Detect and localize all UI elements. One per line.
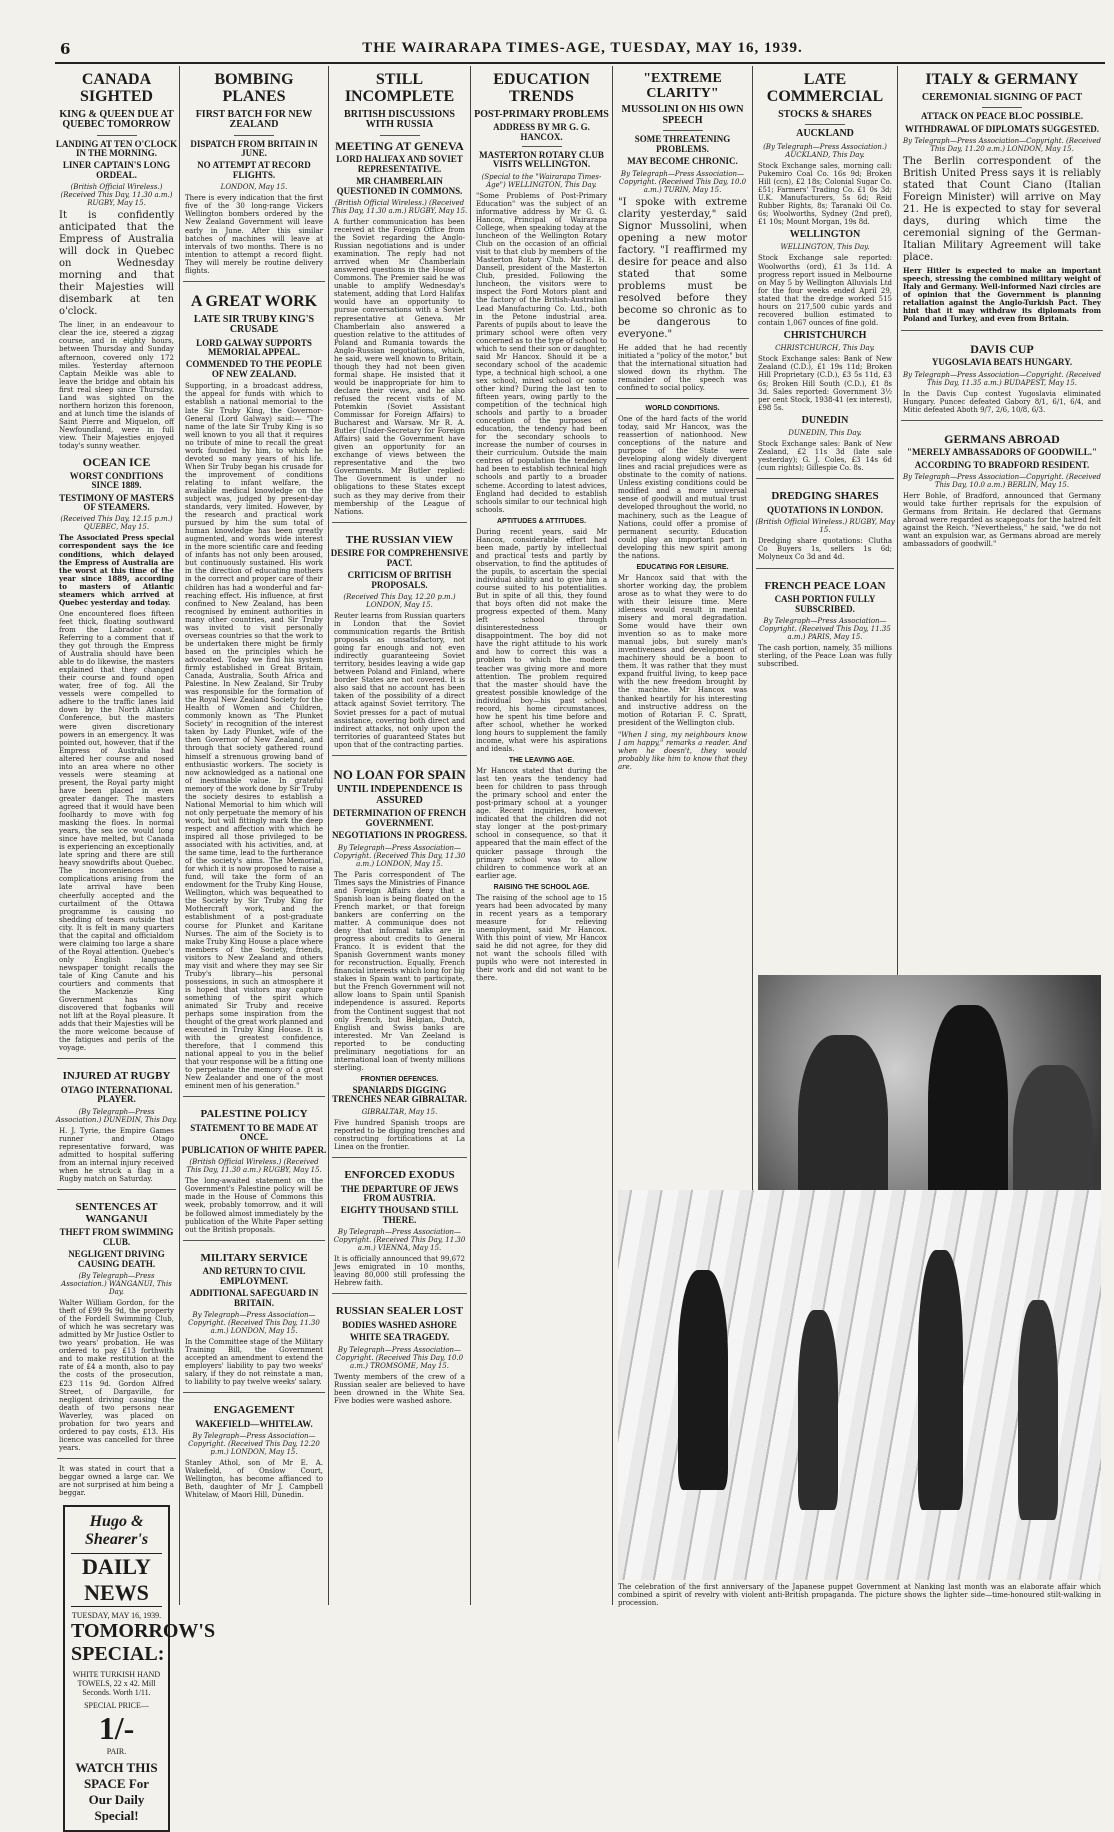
sub-italy-2: WITHDRAWAL OF DIPLOMATS SUGGESTED.: [904, 123, 1100, 134]
headline-dredging: DREDGING SHARES: [771, 490, 879, 503]
body-engagement: Stanley Athol, son of Mr E. A. Wakefield, of Onslow Court, Wellington, has become affianced to Beth, daughter of Mr J. Campbell Whitelaw, of Maori Hill, Dunedin.: [185, 1459, 323, 1500]
subhead-aptitudes: APTITUDES & ATTITUDES.: [496, 517, 587, 525]
body-italy: Herr Hitler is expected to make an important speech, stressing the combined military weight of Italy and Germany. Well-informed Nazi circles are of opinion that the Government is planning retaliation against the Anglo-Turkish Pact. They hint that it may withdraw its diplomats from Poland and Turkey, and even from Britain.: [903, 266, 1101, 324]
divider: [57, 1189, 176, 1190]
headline-education: EDUCATION TRENDS: [493, 71, 590, 105]
body-sentences: Walter William Gordon, for the theft of £99 9s 9d, the property of the Fordell Swimming Club, of which he was secretary was admitted by Mr Justice Ostler to two years' probation. He was ordered to pay £13 forthwith and to make restitution at the rate of £4 a month, also to pay the costs of the prosecution, £23 11s 9d. Gordon Alfred Street, of Dargaville, for negligent driving causing the death of two persons near Waverley, was placed on probation for two years and ordered to pay costs, £13. His licence was cancelled for three years.: [59, 1299, 174, 1452]
column-rule: [470, 66, 471, 1605]
body-bombing: There is every indication that the first five of the 30 long-range Vickers Wellington bombers ordered by the New Zealand Government will leave early in June. After this similar batches of machines will leave at intervals of two months. There is no intention to attempt a record flight. They will merely be routine delivery flights.: [185, 194, 323, 275]
body-dredging: Dredging share quotations: Clutha Co Buyers 1s, sellers 1s 6d; Molyneux Co 3d and 4d.: [758, 537, 892, 562]
body-davis-cup: In the Davis Cup contest Yugoslavia eliminated Hungary. Puncec defeated Gabory 8/1, 6/1, 6/4, and Mitic defeated Aboth 9/7, 2/6, 10/8, 6/3.: [903, 389, 1101, 414]
deck-education: POST-PRIMARY PROBLEMS: [474, 108, 609, 120]
divider: [805, 124, 845, 125]
divider: [183, 1096, 325, 1097]
body-exodus: It is officially announced that 99,672 Jews emigrated in 10 months, leaving 80,000 still professing the Hebrew faith.: [334, 1255, 465, 1288]
credit-germans-abroad: By Telegraph—Press Association—Copyright. (Received This Day, 10.0 a.m.) BERLIN, May 15.: [903, 473, 1101, 490]
sub-geneva: MEETING AT GENEVA: [335, 138, 464, 153]
credit-davis-cup: By Telegraph—Press Association—Copyright. (Received This Day, 11.35 a.m.) BUDAPEST, May 15.: [903, 370, 1101, 387]
advertisement-daily-news: [63, 1505, 216, 1832]
body-christchurch: Stock Exchange sales: Bank of New Zealand (C.D.), £1 19s 11d; Broken Hill Proprietary (C.D.), £3 5s 11d, £3 6s; Broken Hill South (C.D.), £1 8s 3d. Sales reported: Government 3½ per cent Stock, 1938-41 (ex interest), £98 5s.: [758, 355, 892, 412]
headline-canada: CANADA SIGHTED: [80, 71, 153, 105]
divider: [901, 330, 1103, 331]
sub-sentences-1: THEFT FROM SWIMMING CLUB.: [59, 1227, 174, 1247]
body-education: "Some Problems of Post-Primary Education" was the subject of an informative address by Mr G. G. Hancox, Principal of Wairarapa College, when speaking today at the luncheon of the Wellington Rotary Club on the occasion of an official visit to that club by members of the Masterton Rotary Club. Mr E. H. Dansell, president of the Masterton Club, presided. Following the luncheon, the visitors were to inspect the Ford Motors plant and the factory of the British-Australian Lead Manufacturing Co. Ltd., both in the Petone industrial area. Parents of pupils about to leave the primary school were often very concerned as to the type of school to which to send their son or daughter, said Mr Hancox. Should it be a secondary school of the academic type, a technical high school, a one sex school, mixed school or some other kind? During the last ten to fifteen years, owing partly to the competition of the technical high schools and partly to a broader conception of the purposes of education, the tendency had been for the secondary schools to increase the number of courses in their curriculum. Outside the main centres of population the tendency had been to establish technical high schools and partly to a broader scheme. According to latest advices, England had decided to establish schools similar to our technical high schools.: [476, 191, 607, 514]
body-leaving-age: Mr Hancox stated that during the last ten years the tendency had been for children to pass through the primary school and enter the post-primary school at a younger age. Recent inquiries, however, indicated that the children did not stay longer at the post-primary school in consequence, so that it appeared that the main effect of the quicker passage through the primary school was to allow children to commence work at an earlier age.: [476, 767, 607, 880]
lead-ice: The Associated Press special correspondent says the ice conditions, which delayed the Empress of Australia are the worst at this time of the year since 1889, according to masters of Atlantic steamers which arrived at Quebec yesterday and today.: [59, 533, 174, 607]
deck-spain: UNTIL INDEPENDENCE IS ASSURED: [336, 784, 463, 806]
credit-christchurch: CHRISTCHURCH, This Day.: [775, 344, 875, 353]
credit-geneva: (British Official Wireless.) (Received This Day, 11.30 a.m.) RUGBY, May 15.: [331, 198, 468, 215]
body-great-work: Supporting, in a broadcast address, the appeal for funds with which to establish a national memorial to the late Sir Truby King, the Governor-General (Lord Galway) said:— "The name of the late Sir Truby King is so well known to you all that it requires no tribute of mine to recall the great work founded by him, to which he devoted so many years of his life. When Sir Truby began his crusade for the improvement of conditions relating to infant welfare, the available medical knowledge on the subject was, judged by present-day standards, very limited. However, by the research and practical work pursued by him the sum total of human knowledge has been greatly augmented, and words wide interest in the more scientific care and feeding of infants has not only been aroused, but continuously sustained. His work in the direction of educating mothers in the correct and proper care of their children has had a wonderful and far-reaching effect. His influence, at first confined to New Zealand, has been recognised by eminent authorities in many other countries, and Sir Truby was invited to visit personally overseas countries so that the work to be undertaken there might be firmly based on the principles which he advocated. Today we find his system firmly established in Great Britain, Canada, Australia, South Africa and Palestine. In New Zealand, Sir Truby was responsible for the formation of the Royal New Zealand Society for the Health of Women and Children, commonly known as 'The Plunket Society' in recognition of the interest taken by Lady Plunket, wife of the then Governor of New Zealand, and through that society gathered round himself a strenuous growing band of enthusiastic workers. The society is now acknowledged as a national one of inestimable value. In grateful memory of the work done by Sir Truby the society desires to establish a National Memorial to him which will not only perpetuate the memory of his work, but will fittingly mark the deep respect and affection with which he inspired all those privileged to be associated with his activities, and, at the same time, lead to the furtherance of the society's aims. The Memorial, for which it is now proposed to raise a fund, will take the form of an endowment for the Truby King House, Wellington, which was bequeathed to the Society by Sir Truby King for Mothercraft work, and the establishment of a post-graduate course for Plunket and Karitane Nurses. The aim of the Society is to make Truby King House a place where members of the Society, friends, visitors to New Zealand and others may visit and where they may see Sir Truby's library—his personal possessions, in such an atmosphere it is hoped that visitors may capture something of the spirit which animated Sir Truby and receive perhaps some inspiration from the thought of the great work planned and executed in Truby King House. It is with the greatest confidence, therefore, that I commend this national appeal to you in the belief that your response will be a fitting one to perpetuate the memory of a great New Zealander and one of the most eminent men of his generation.": [185, 382, 323, 1091]
divider: [380, 135, 420, 136]
ad-title: DAILY NEWS: [71, 1553, 162, 1607]
divider: [332, 522, 467, 523]
divider: [616, 398, 749, 399]
body-rugby: H. J. Tyrie, the Empire Games runner and Otago representative forward, was admitted to hospital suffering from an internal injury received when he struck a flag in a Rugby match on Saturday.: [59, 1126, 174, 1184]
sub-bombing-2: NO ATTEMPT AT RECORD FLIGHTS.: [197, 160, 311, 180]
body-frontier: Five hundred Spanish troops are reported to be digging trenches and constructing fortifications at La Linea on the frontier.: [334, 1118, 465, 1151]
body-military: In the Committee stage of the Military Training Bill, the Government accepted an amendment to extend the employers' liability to pay two weeks' salary, if they do not reinstate a man, to liability to pay twelve weeks' salary.: [185, 1337, 323, 1387]
divider: [663, 130, 703, 131]
sub-sealer-1: BODIES WASHED ASHORE: [342, 1319, 457, 1330]
divider: [183, 1392, 325, 1393]
sub-spain-2: NEGOTIATIONS IN PROGRESS.: [331, 830, 468, 841]
body-wellington: Stock Exchange sale reported: Woolworths (ord), £1 3s 11d. A progress report issued in Melbourne on May 5 by Wellington Alluvials Ltd for the four weeks ended April 29, stated that the dredge worked 515 hours on 217,500 cubic yards and recovered bullion estimated to contain 1,067 ounces of fine gold.: [758, 254, 892, 327]
subhead-raising-age: RAISING THE SCHOOL AGE.: [493, 883, 590, 891]
top-rule: [55, 62, 1105, 64]
lead-canada: It is confidently anticipated that the Empress of Australia will dock in Quebec on Wednesday morning and that their Majesties will disembark at ten o'clock.: [59, 210, 174, 318]
body-russian: Reuter learns from Russian quarters in London that the Soviet communication regards the British proposals as unsatisfactory, not going far enough and not even indirectly guaranteeing Soviet territory, besides leaving a wide gap between Poland and Finland, where border States are not covered. It is also said that no account has been taken of the possibility of a direct attack against Soviet territory. The Soviet presses for a pact of mutual assistance, covering both direct and indirect attacks, not only upon the territories of guaranteed States but upon that of the contracting parties.: [334, 611, 465, 749]
head-wellington: WELLINGTON: [789, 228, 861, 240]
subhead-world: WORLD CONDITIONS.: [645, 404, 720, 412]
ad-tomorrow: TOMORROW'S SPECIAL:: [71, 1620, 216, 1666]
sub-germans-abroad: ACCORDING TO BRADFORD RESIDENT.: [914, 459, 1090, 470]
headline-russian-view: THE RUSSIAN VIEW: [345, 533, 454, 546]
subhead-leaving-age: THE LEAVING AGE.: [508, 757, 575, 765]
divider: [97, 135, 137, 136]
headline-exodus: ENFORCED EXODUS: [344, 1168, 455, 1181]
body-geneva: A further communication has been received at the Foreign Office from the Soviet regarding the Anglo-Russian negotiations and is under examination. The reply had not arrived when Mr Chamberlain answered questions in the House of Commons. The Premier said he was unable to amplify Wednesday's statement, adding that Lord Halifax would have an opportunity to pursue conversations with a Soviet representative at Geneva. Mr Chamberlain also answered a question relative to the attitudes of Poland and Rumania towards the Anglo-Russian negotiations, which, he said, were well known to Britain, though they had not been given formal shape. He insisted that it would be inappropriate for him to declare their views, and he also refused the recent visits of M. Potemkin (Soviet Assistant Commissar for Foreign Affairs) to Bucharest and Warsaw. Mr R. A. Butler (Under-Secretary for Foreign Affairs) said the Government have given an opportunity for an exchange of views between the representative and the two Governments. Mr Butler replied: The Government is under no obligations to these States except such as they may derive from their membership of the League of Nations.: [334, 217, 465, 516]
lead-clarity: "I spoke with extreme clarity yesterday," said Signor Mussolini, when opening a new motor factory. "I reaffirmed my desire for peace and also stated that some problems must be resolved before they become so chronic as to be dangerous to everyone.": [618, 196, 747, 340]
headline-still-incomplete: STILL INCOMPLETE: [344, 71, 455, 105]
credit-spain: By Telegraph—Press Association—Copyright. (Received This Day, 11.30 a.m.) LONDON, May 15.: [333, 843, 466, 868]
page-number: 6: [60, 40, 71, 58]
sub-russian-2: CRITICISM OF BRITISH PROPOSALS.: [347, 570, 452, 590]
body-beggar: It was stated in court that a beggar owned a large car. We are not surprised at him being a beggar.: [59, 1464, 174, 1498]
divider: [901, 420, 1103, 421]
sub-military-2: ADDITIONAL SAFEGUARD IN BRITAIN.: [189, 1288, 319, 1308]
column-7: [899, 66, 1105, 975]
column-6: [754, 66, 896, 975]
divider: [183, 1240, 325, 1241]
body-dunedin: Stock Exchange sales: Bank of New Zealand, £2 11s 3d (late sale yesterday); G. J. Coles, £3 14s 6d (cum rights); Gillespie Co. 8s.: [758, 440, 892, 473]
body-auckland: Stock Exchange sales, morning call: Pukemiro Coal Co. 16s 9d; Broken Hill (ccn), £2 18s; Colonial Sugar Co. £51; Farmers' Trading Co. £1 0s 3d; U.K. Manufacturers, 5s 6d; Reid Rubber Rights, 8s; Taranaki Oil Co. 6s; Woolworths, Sydney (2nd pref), £1 10s; Mount Morgan, 19s 8d.: [758, 161, 892, 226]
headline-palestine: PALESTINE POLICY: [200, 1108, 308, 1121]
deck-great-work: LATE SIR TRUBY KING'S CRUSADE: [193, 313, 315, 336]
sub-clarity-2: MAY BECOME CHRONIC.: [627, 156, 738, 167]
sub-sealer-2: WHITE SEA TRAGEDY.: [349, 1332, 450, 1343]
lead-italy: The Berlin correspondent of the British United Press says it is reliably stated that Count Ciano (Italian Foreign Minister) will arrive on May 21. He is expected to stay for several days, during which time the ceremonial signing of the German-Italian Military Agreement will take place.: [903, 156, 1101, 264]
body-sealer: Twenty members of the crew of a Russian sealer are believed to have been drowned in the White Sea. Five bodies were washed ashore.: [334, 1372, 465, 1405]
headline-germans-abroad: GERMANS ABROAD: [944, 431, 1060, 446]
ad-date: TUESDAY, MAY 16, 1939.: [71, 1611, 162, 1621]
credit-frontier: GIBRALTAR, May 15.: [361, 1107, 438, 1116]
headline-frontier: FRONTIER DEFENCES.: [360, 1075, 439, 1083]
head-dunedin: DUNEDIN: [801, 414, 849, 426]
subhead-leisure: EDUCATING FOR LEISURE.: [636, 563, 729, 571]
sub-ice-1: WORST CONDITIONS SINCE 1889.: [69, 470, 164, 491]
column-1: [55, 66, 216, 1824]
body-palestine: The long-awaited statement on the Government's Palestine policy will be made in the House of Commons this week, probably tomorrow, and it will be followed almost immediately by the publication of the White Paper setting out the British proposals.: [185, 1177, 323, 1234]
body-ice: One encountered floes fifteen feet thick, floating southward from the Labrador coast. Referring to a comment that if they got through the Empress of Australia should have been able to do likewise, the masters explained that they changed their course and found open water, free of fog. All the vessels were compelled to adhere to the traffic lanes laid down by the North Atlantic Conference, but the masters were given discretionary powers in an emergency. It was pointed out, however, that if the Empress of Australia had altered her course and nosed into an area where no other vessels were steaming at present, the Royal party might have been placed in even greater danger. The masters agreed that it would have been foolhardy to move with fog masking the floes. In normal years, the sea ice would long since have melted, but Canada is experiencing an exceptionally late spring and there are still heavy snowdrifts about Quebec. The inconveniences and complications arising from the late arrival have been cheerfully accepted and the curtailment of the Ottawa programme is causing no shedding of tears outside that city. It is felt in many quarters that the capital and officialdom were claiming too large a share of the Royal attention. Quebec's only English language newspaper tonight recalls the tale of King Canute and his courtiers and comments that the Mackenzie King Government has now discovered that fogbanks will not lift at the Royal pleasure. It adds that their Majesties will be the more welcome because of the fatigues and perils of the voyage.: [59, 609, 174, 1053]
credit-ice: (Received This Day, 12.15 p.m.) QUEBEC, May 15.: [60, 515, 173, 532]
deck-canada: KING & QUEEN DUE AT QUEBEC TOMORROW: [59, 108, 174, 131]
headline-spain: NO LOAN FOR SPAIN: [333, 766, 466, 782]
headline-clarity: "EXTREME CLARITY": [643, 71, 722, 101]
divider: [522, 146, 562, 147]
ad-brand: Hugo & Shearer's: [84, 1513, 149, 1549]
ad-unit: PAIR.: [106, 1747, 127, 1757]
sub-education: MASTERTON ROTARY CLUB VISITS WELLINGTON.: [479, 149, 604, 170]
body-canada: The liner, in an endeavour to clear the ice, steered a zigzag course, and in eighty hours, between Thursday and Sunday afternoon, covered only 172 miles. Yesterday afternoon Captain Meikle was able to leave the bridge and obtain his first real sleep since Thursday. Land was sighted on the northern horizon this forenoon, and at lunch time the islands of Saint Pierre and Miquelon, off Newfoundland, were in full view. Their Majesties enjoyed today's sunny weather.: [59, 321, 174, 451]
sub-chamberlain: MR CHAMBERLAIN QUESTIONED IN COMMONS.: [336, 176, 463, 196]
ad-item: WHITE TURKISH HAND TOWELS, 22 x 42. Mill Seconds. Worth 1/11.: [72, 1670, 161, 1698]
body-quote: "When I sing, my neighbours know I am happy," remarks a reader. And when he doesn't, they would probably like him to know that they are.: [618, 730, 747, 771]
ad-price: 1/-: [98, 1710, 135, 1747]
ad-special-label: SPECIAL PRICE—: [84, 1701, 149, 1711]
sub-ice-2: TESTIMONY OF MASTERS OF STEAMERS.: [59, 492, 174, 512]
divider: [756, 568, 894, 569]
credit-peace-loan: By Telegraph—Press Association—Copyright. (Received This Day, 11.35 a.m.) PARIS, May 15.: [759, 616, 891, 641]
column-4: [472, 66, 611, 1605]
headline-commercial: LATE COMMERCIAL: [766, 71, 884, 105]
sub-clarity-1: SOME THREATENING PROBLEMS.: [634, 134, 731, 154]
headline-rugby: INJURED AT RUGBY: [62, 1070, 171, 1083]
credit-auckland: (By Telegraph—Press Association.) AUCKLAND, This Day.: [763, 142, 887, 159]
sub-dredging: QUOTATIONS IN LONDON.: [767, 504, 883, 515]
sub-exodus-2: EIGHTY THOUSAND STILL THERE.: [340, 1205, 459, 1225]
sub-spain-1: DETERMINATION OF FRENCH GOVERNMENT.: [332, 808, 466, 828]
photo-block-2: [614, 1190, 1105, 1607]
sub-russian-1: DESIRE FOR COMPREHENSIVE PACT.: [330, 548, 469, 568]
headline-great-work: A GREAT WORK: [190, 292, 318, 310]
headline-peace-loan: FRENCH PEACE LOAN: [764, 579, 886, 592]
ad-footer: WATCH THIS SPACE For Our Daily Special!: [75, 1760, 158, 1824]
credit-exodus: By Telegraph—Press Association—Copyright. (Received This Day, 11.30 a.m.) VIENNA, May 15.: [333, 1228, 466, 1253]
sub-great-work-2: COMMENDED TO THE PEOPLE OF NEW ZEALAND.: [185, 359, 323, 379]
credit-military: By Telegraph—Press Association—Copyright. (Received This Day, 11.30 a.m.) LONDON, May 15.: [188, 1310, 320, 1335]
divider: [57, 1058, 176, 1059]
sub-canada-2: LINER CAPTAIN'S LONG ORDEAL.: [62, 160, 171, 180]
credit-sealer: By Telegraph—Press Association—Copyright. (Received This Day, 10.0 a.m.) TROMSOME, May 15.: [335, 1345, 464, 1370]
column-rule: [328, 66, 329, 1605]
sub-sentences-2: NEGLIGENT DRIVING CAUSING DEATH.: [68, 1249, 165, 1269]
sub-palestine-1: STATEMENT TO BE MADE AT ONCE.: [190, 1123, 318, 1143]
sub-bombing-1: DISPATCH FROM BRITAIN IN JUNE.: [190, 138, 318, 159]
body-raising-age: The raising of the school age to 15 years had been advocated by many in recent years as a temporary measure for relieving unemployment, said Mr Hancox. With this point of view, Mr Hancox said he did not agree, for they did not want the schools filled with pupils who were not interested in their work and did not want to be there.: [476, 893, 607, 983]
sub-engagement: WAKEFIELD—WHITELAW.: [195, 1418, 313, 1429]
deck-italy-germany: CEREMONIAL SIGNING OF PACT: [921, 91, 1083, 103]
credit-clarity: By Telegraph—Press Association—Copyright. (Received This Day, 10.0 a.m.) TURIN, May 15.: [618, 169, 747, 194]
sub-exodus-1: THE DEPARTURE OF JEWS FROM AUSTRIA.: [340, 1183, 459, 1203]
sub-italy-1: ATTACK ON PEACE BLOC POSSIBLE.: [921, 111, 1083, 122]
credit-bombing: LONDON, May 15.: [220, 183, 288, 192]
column-rule: [612, 66, 613, 1605]
sub-military-1: AND RETURN TO CIVIL EMPLOYMENT.: [202, 1266, 306, 1286]
sub-rugby: OTAGO INTERNATIONAL PLAYER.: [60, 1084, 173, 1105]
credit-russian: (Received This Day, 12.20 p.m.) LONDON, May 15.: [343, 592, 456, 609]
sub-halifax: LORD HALIFAX AND SOVIET REPRESENTATIVE.: [336, 154, 463, 174]
deck-clarity: MUSSOLINI ON HIS OWN SPEECH: [621, 104, 744, 126]
body-world: One of the hard facts of the world today, said Mr Hancox, was the reassertion of nationhood. New conceptions of the nature and purpose of the State were developing along widely divergent lines and racial prejudices were as obstinate to the comity of nations. Unless existing conditions could be modified and a more universal sense of goodwill and mutual trust developed throughout the world, no machinery, such as the League of Nations, could offer a promise of permanent security. Education could play an important part in developing this new spirit among the nations.: [618, 414, 747, 560]
credit-palestine: (British Official Wireless.) (Received This Day, 11.30 a.m.) RUGBY, May 15.: [186, 1158, 322, 1175]
sub-peace-loan: CASH PORTION FULLY SUBSCRIBED.: [774, 594, 876, 614]
headline-engagement: ENGAGEMENT: [213, 1404, 295, 1417]
credit-sentences: (By Telegraph—Press Association.) WANGANUI, This Day.: [61, 1272, 172, 1297]
sub-great-work-1: LORD GALWAY SUPPORTS MEMORIAL APPEAL.: [196, 337, 312, 358]
sub-palestine-2: PUBLICATION OF WHITE PAPER.: [181, 1144, 327, 1155]
credit-rugby: (By Telegraph—Press Association.) DUNEDIN, This Day.: [55, 1107, 178, 1124]
headline-sealer: RUSSIAN SEALER LOST: [335, 1305, 464, 1318]
body-peace-loan: The cash portion, namely, 35 millions sterling, of the Peace Loan was fully subscribed.: [758, 643, 892, 669]
photo-nanking-procession: [618, 1190, 1101, 1580]
divider: [183, 281, 325, 282]
divider: [57, 1458, 176, 1459]
deck-davis-cup: YUGOSLAVIA BEATS HUNGARY.: [931, 357, 1073, 368]
divider: [332, 1293, 467, 1294]
body-clarity: He added that he had recently initiated a "policy of the motor," but that the international situation had slowed down its rhythm. The remainder of the speech was confined to social policy.: [618, 343, 747, 392]
deck-bombing: FIRST BATCH FOR NEW ZEALAND: [195, 108, 313, 131]
deck-germans-abroad: "MERELY AMBASSADORS OF GOODWILL.": [906, 447, 1098, 458]
body-aptitudes: During recent years, said Mr Hancox, considerable effort had been made, partly by intellectual and practical tests and partly by observation, to find the aptitudes of the pupils, to ascertain the special individual ability and to give him a course suited to his potentialities. But in spite of all this, they found that boys often did not make the progress expected of them. Many left school through disinterestedness or disappointment. The boy did not have the right attitude to his work and how to correct this was a problem to which the modern teacher was giving more and more attention. The problem required that the master should have the greatest possible knowledge of the individual boy—his past school record, his home circumstances, how he spent his time before and after school, whether he worked long hours to supplement the family income, what were his aspirations and ideals.: [476, 527, 607, 753]
sub-canada-1: LANDING AT TEN O'CLOCK IN THE MORNING.: [55, 138, 178, 159]
column-2: [181, 66, 327, 1605]
head-auckland: AUCKLAND: [796, 128, 854, 140]
credit-dunedin: DUNEDIN, This Day.: [788, 429, 862, 438]
divider: [332, 755, 467, 756]
byline-education: ADDRESS BY MR G. G. HANCOX.: [493, 122, 590, 142]
deck-commercial: STOCKS & SHARES: [778, 108, 872, 120]
body-spain: The Paris correspondent of The Times says the Ministries of Finance and Foreign Affairs deny that a Spanish loan is being floated on the French market, or that foreign bankers are conferring on the matter. A communique does not deny that informal talks are in progress about credits to General Franco. It is evident that the Spanish Government wants money for reconstruction. Equally, French financial interests which long for big stakes in Spain want to participate, but the French Government will not allow loans to Spain until Spanish independence is assured. Reports from the Continent suggest that not only French, but Belgian, Dutch, English and Swiss banks are interested. Mr Van Zeeland is reported to be conducting preliminary negotiations for an international loan of twenty millions sterling.: [334, 870, 465, 1072]
photo-figure: [678, 1270, 728, 1490]
caption-nanking: The celebration of the first anniversary of the Japanese puppet Government at Nanking last month was an elaborate affair which combined a spirit of revelry with violent anti-British propaganda. The picture shows the lighter side—time-honoured stilt-walking in procession.: [618, 1583, 1101, 1608]
credit-engagement: By Telegraph—Press Association—Copyright. (Received This Day, 12.20 p.m.) LONDON, May 15.: [188, 1432, 320, 1457]
headline-military: MILITARY SERVICE: [200, 1251, 308, 1264]
credit-italy: By Telegraph—Press Association—Copyright. (Received This Day, 11.20 a.m.) LONDON, May 15.: [903, 137, 1101, 154]
divider: [756, 478, 894, 479]
headline-sentences: SENTENCES AT WANGANUI: [75, 1201, 158, 1225]
column-3: [330, 66, 469, 1605]
sub-frontier: SPANIARDS DIGGING TRENCHES NEAR GIBRALTAR.: [332, 1084, 467, 1105]
deck-still-incomplete: BRITISH DISCUSSIONS WITH RUSSIA: [344, 108, 455, 131]
column-rule: [179, 66, 180, 1605]
credit-education: (Special to the "Wairarapa Times-Age") WELLINGTON, This Day.: [481, 172, 602, 189]
body-germans-abroad: Herr Bohle, of Bradford, announced that Germany would take further reprisals for the expulsion of Germans from Britain. He declared that Germans abroad were regarded as scapegoats for the hatred felt against the Reich. "Nevertheless," he said, "we do not want an expulsion war, as Germans abroad are merely ambassadors of goodwill.": [903, 492, 1101, 549]
headline-ocean-ice: OCEAN ICE: [82, 455, 151, 470]
body-leisure: Mr Hancox said that with the shorter working day, the problem arose as to what they were to do with their leisure time. Mere idleness would result in mental misery and moral degradation. Some would have their own invention so as to make more manual jobs, but surely man's inventiveness and development of machinery should be a boon to them. It was rather that they must expand fruitful living, to keep pace with the new freedom brought by the machine. Mr Hancox was thanked heartily for his interesting and instructive address on the motion of Rotarian F. C. Spratt, president of the Wellington club.: [618, 573, 747, 727]
head-christchurch: CHRISTCHURCH: [783, 329, 867, 341]
credit-canada: (British Official Wireless.) (Received This Day, 11.30 a.m.) RUGBY, May 15.: [60, 183, 173, 208]
headline-italy-germany: ITALY & GERMANY: [925, 71, 1079, 88]
photo-figure: [918, 1250, 963, 1510]
credit-wellington: WELLINGTON, This Day.: [780, 243, 870, 252]
headline-davis-cup: DAVIS CUP: [970, 341, 1034, 356]
divider: [332, 1157, 467, 1158]
masthead: THE WAIRARAPA TIMES-AGE, TUESDAY, MAY 16, 1939.: [362, 40, 803, 56]
headline-bombing: BOMBING PLANES: [214, 71, 294, 105]
photo-figure: [1018, 1300, 1058, 1520]
divider: [982, 107, 1022, 108]
photo-figure: [798, 1310, 838, 1510]
divider: [234, 135, 274, 136]
credit-dredging: (British Official Wireless.) RUGBY, May 15.: [755, 518, 895, 535]
